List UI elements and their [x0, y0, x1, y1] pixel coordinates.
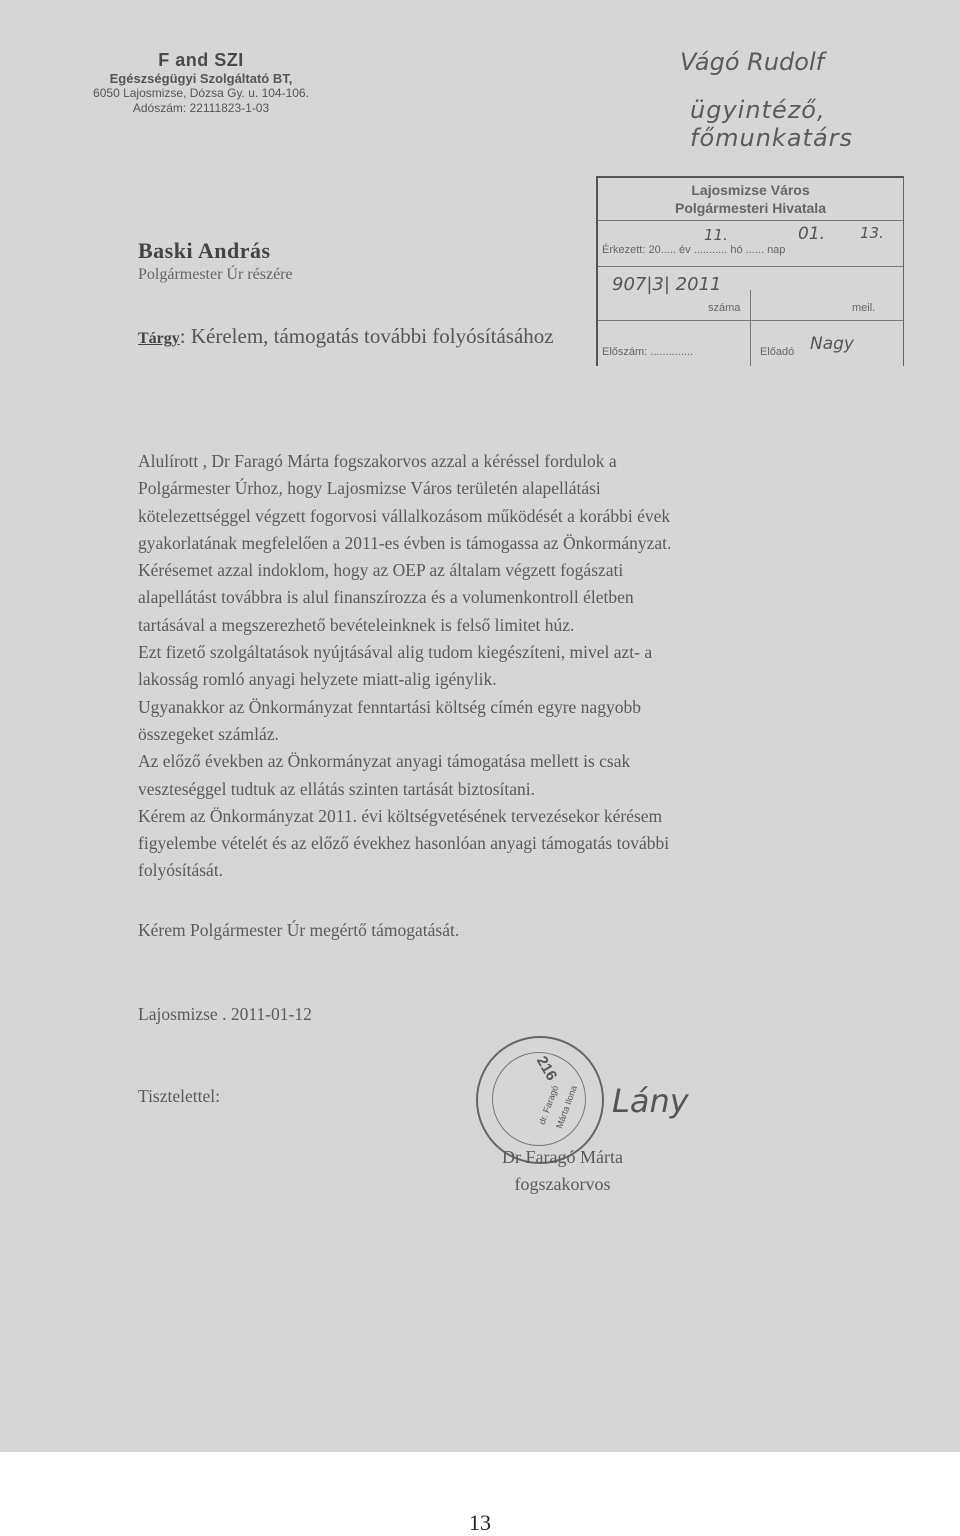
salutation: Tisztelettel: [138, 1086, 220, 1106]
addressee-name: Baski András [138, 238, 271, 263]
stamp-number-handwritten: 907|3| 2011 [612, 274, 722, 295]
addressee-block [138, 238, 293, 284]
stamp-received-year: 11. [704, 226, 728, 244]
seal-name-line1: dr. Faragó [536, 1084, 561, 1126]
signer-title: fogszakorvos [514, 1174, 611, 1194]
place-date: Lajosmizse . 2011-01-12 [138, 1004, 312, 1024]
body-line: összegeket számláz. [138, 723, 279, 744]
stamp-pre-number: Előszám: .............. [602, 346, 694, 358]
stamp-received-label: Érkezett: 20..... év ........... hó ...... nap [602, 244, 786, 256]
registry-stamp [596, 176, 904, 366]
stamp-received-month: 01. [798, 224, 826, 244]
closing-request: Kérem Polgármester Úr megértő támogatását. [138, 920, 460, 940]
addressee-subtitle: Polgármester Úr részére [138, 266, 293, 283]
body-line: tartásával a megszerezhető bevételeinknek is felső limitet húz. [138, 614, 575, 635]
handwritten-signature: Lány [612, 1082, 689, 1120]
stamp-divider [598, 320, 903, 321]
sender-name: F and SZI [158, 50, 244, 70]
body-line: Ezt fizető szolgáltatások nyújtásával alig tudom kiegészíteni, mivel azt- a [138, 642, 653, 663]
body-line: Ugyanakkor az Önkormányzat fenntartási költség címén egyre nagyobb [138, 696, 641, 717]
stamp-title-office: Polgármesteri Hivatala [675, 200, 826, 216]
sender-letterhead [86, 50, 316, 116]
page-number: 13 [469, 1510, 491, 1535]
body-line: lakosság romló anyagi helyzete miatt-alig igénylik. [138, 669, 497, 690]
handwritten-note-line1: Vágó Rudolf [680, 48, 825, 76]
seal-name-line2: Márta Ilona [554, 1084, 579, 1130]
signer-name: Dr Faragó Márta [502, 1147, 623, 1167]
stamp-divider [598, 220, 903, 221]
letter-body [138, 448, 838, 885]
subject-line [138, 324, 554, 349]
body-line: Alulírott , Dr Faragó Márta fogszakorvos azzal a kéréssel fordulok a [138, 451, 617, 471]
stamp-officer-handwritten: Nagy [810, 334, 854, 354]
body-line: Kérem az Önkormányzat 2011. évi költségvetésének tervezésekor kérésem [138, 805, 663, 826]
body-line: kötelezettséggel végzett fogorvosi vállalkozásom működését a korábbi évek [138, 505, 671, 526]
subject-label: Tárgy [138, 330, 180, 347]
body-line: Kérésemet azzal indoklom, hogy az OEP az általam végzett fogászati [138, 560, 624, 581]
body-line: alapellátást továbbra is alul finanszírozza és a volumenkontroll életben [138, 587, 634, 608]
body-line: figyelembe vételét és az előző évekhez hasonlóan anyagi támogatás további [138, 833, 670, 854]
stamp-received-day: 13. [860, 224, 884, 242]
body-line: folyósítását. [138, 860, 224, 881]
body-line: Polgármester Úrhoz, hogy Lajosmizse Város területén alapellátási [138, 478, 601, 499]
signer-block [480, 1144, 645, 1198]
stamp-divider [598, 266, 903, 267]
sender-tax-id: Adószám: 22111823-1-03 [132, 101, 270, 115]
body-line: veszteséggel tudtuk az ellátás szinten tartását biztosítani. [138, 778, 536, 799]
stamp-attachments-label: meil. [852, 302, 876, 314]
sender-company: Egészségügyi Szolgáltató BT, [109, 71, 293, 86]
handwritten-note-line2: ügyintéző, főmunkatárs [690, 96, 854, 152]
subject-text: : Kérelem, támogatás további folyósításához [179, 324, 554, 348]
sender-address: 6050 Lajosmizse, Dózsa Gy. u. 104-106. [93, 86, 309, 100]
stamp-number-label: száma [708, 302, 741, 314]
body-line: Az előző években az Önkormányzat anyagi támogatása mellett is csak [138, 751, 631, 772]
body-line: gyakorlatának megfelelően a 2011-es évben is támogassa az Önkormányzat. [138, 532, 672, 553]
seal-number: 216 [532, 1053, 561, 1084]
stamp-officer-label: Előadó [760, 346, 795, 358]
stamp-title-city: Lajosmizse Város [691, 182, 810, 198]
